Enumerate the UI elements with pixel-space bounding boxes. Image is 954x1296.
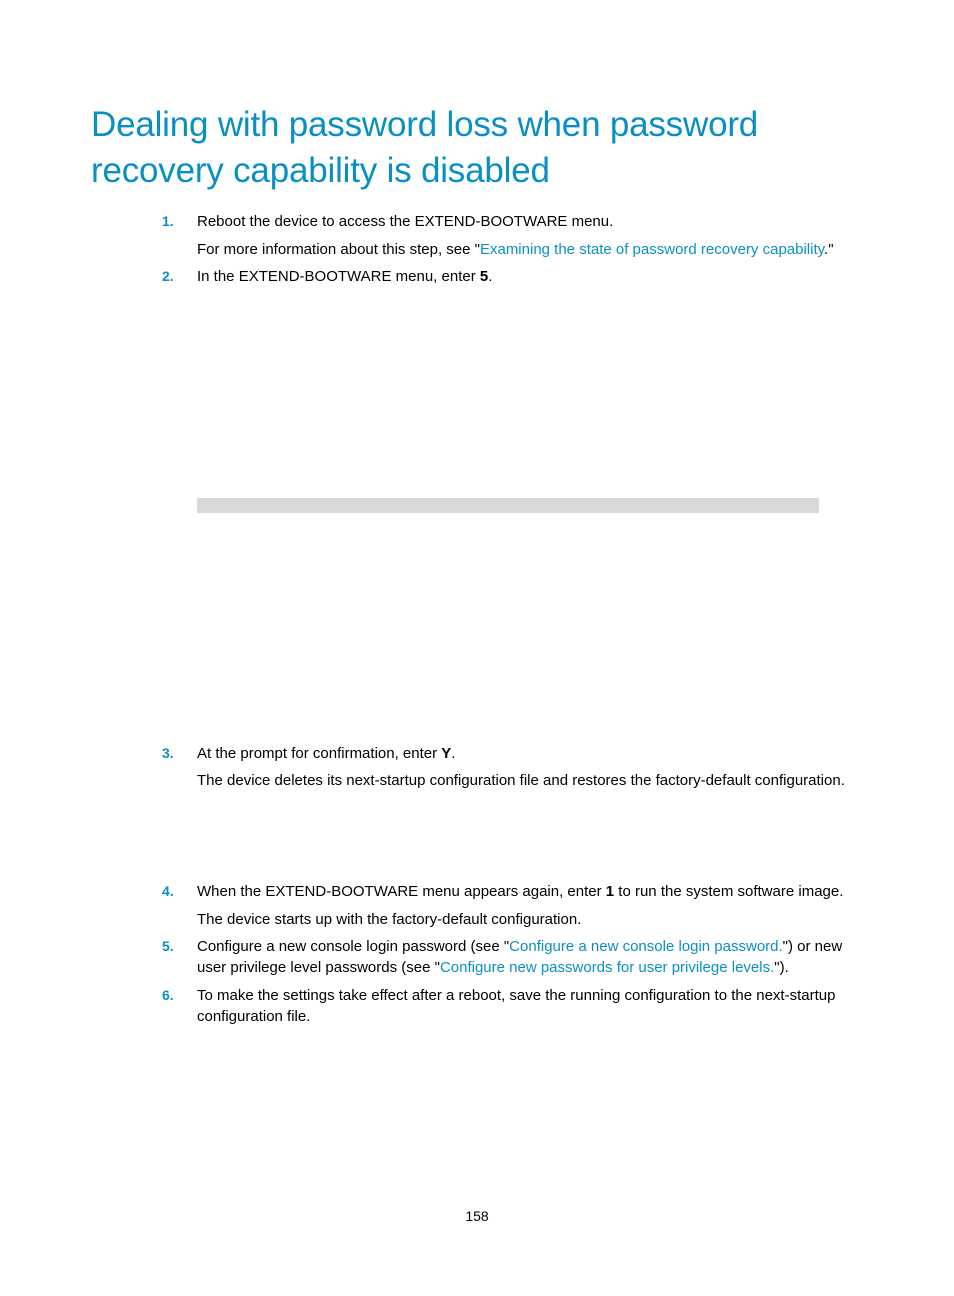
step-3-before: At the prompt for confirmation, enter <box>197 745 442 762</box>
step-3-after: . <box>451 745 456 762</box>
step-4-key: 1 <box>605 883 615 900</box>
step-4-text <box>197 881 867 902</box>
console-password-link[interactable]: Configure a new console login password. <box>509 938 783 955</box>
privilege-passwords-link[interactable]: Configure new passwords for user privilege levels. <box>439 959 775 976</box>
step-2-number: 2. <box>162 268 174 284</box>
step-1-text: Reboot the device to access the EXTEND-BOOTWARE menu. <box>197 213 614 230</box>
step-2-after: . <box>488 268 493 285</box>
step-1-note <box>197 239 867 260</box>
step-4-before: When the EXTEND-BOOTWARE menu appears again, enter <box>197 883 606 900</box>
step-2-before: In the EXTEND-BOOTWARE menu, enter <box>197 268 480 285</box>
step-4-note: The device starts up with the factory-default configuration. <box>197 911 582 928</box>
step-1-number: 1. <box>162 213 174 229</box>
code-highlight-bar <box>197 498 819 513</box>
page-number: 158 <box>465 1208 489 1224</box>
page-title: Dealing with password loss when password recovery capability is disabled <box>91 105 759 190</box>
step-5-part2: ") or new user privilege level passwords (see " <box>197 938 843 976</box>
step-2-key: 5 <box>479 268 489 285</box>
examining-state-link[interactable]: Examining the state of password recovery capability <box>479 241 825 258</box>
step-5-part3: "). <box>774 959 789 976</box>
step-5-number: 5. <box>162 938 174 954</box>
step-4-after: to run the system software image. <box>614 883 844 900</box>
step-3-key: Y <box>441 745 452 762</box>
step-5-text <box>197 936 867 978</box>
step-6-text: To make the settings take effect after a reboot, save the running configuration to the next-startup configuration file. <box>197 987 836 1025</box>
step-4-number: 4. <box>162 883 174 899</box>
step-5-part1: Configure a new console login password (see " <box>197 938 510 955</box>
step-3-note: The device deletes its next-startup configuration file and restores the factory-default configuration. <box>197 772 845 789</box>
step-1-note-after: ." <box>824 241 834 258</box>
step-3-text <box>197 743 867 764</box>
step-3-number: 3. <box>162 745 174 761</box>
step-1-note-before: For more information about this step, see " <box>197 241 480 258</box>
step-6-number: 6. <box>162 987 174 1003</box>
step-2-text <box>197 266 867 287</box>
